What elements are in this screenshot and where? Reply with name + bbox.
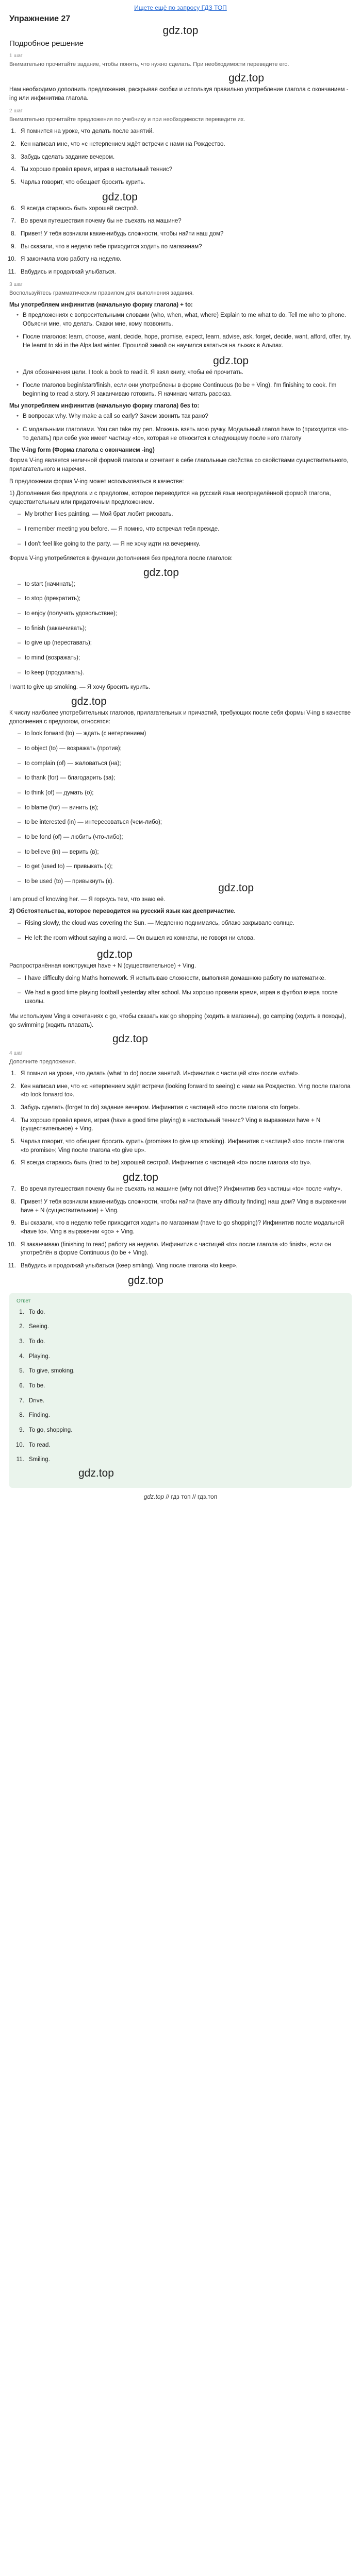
list-item: 6. Я всегда стараюсь быть хорошей сестрой. (18, 205, 352, 213)
answer-item: 4. Playing. (26, 1352, 344, 1361)
inf-to-list (9, 311, 352, 351)
inf-to-heading: Мы употребляем инфинитив (начальную форму глагола) + to: (9, 301, 193, 308)
step-4-list (9, 1070, 352, 1167)
answer-item: 5. To give, smoking. (26, 1367, 344, 1376)
list-item: 4. Ты хорошо провёл время, играя в настольный теннис? (18, 165, 352, 174)
list-item: 10. Я заканчиваю (finishing to read) работу на неделю. Инфинитив с частицей «to» после глагола «to finish», если он употреблён в форме Continuous (to be + Ving). (18, 1241, 352, 1258)
ving-paragraph: К числу наиболее употребительных глаголов, прилагательных и причастий, требующих после себя формы V-ing в качестве дополнения с предлогом, относятся: (9, 709, 351, 725)
list-item: 5. Чарльз говорит, что обещает бросить курить. (18, 178, 352, 187)
answer-item: 10. To read. (26, 1441, 344, 1450)
footer (9, 1493, 352, 1500)
watermark: gdz.top (123, 1172, 158, 1184)
watermark: gdz.top (213, 354, 249, 367)
ving-paragraph: 2) Обстоятельства, которое переводится на русский язык как деепричастие. (9, 908, 236, 914)
list-item: – to finish (заканчивать); (18, 624, 352, 633)
list-item: – to blame (for) — винить (в); (18, 804, 352, 812)
list-item: – He left the room without saying a word. — Он вышел из комнаты, не говоря ни слова. (18, 934, 352, 943)
list-item: 3. Забудь сделать (forget to do) задание вечером. Инфинитив с частицей «to» после глагола «to forget». (18, 1104, 352, 1112)
watermark: gdz.top (78, 1467, 114, 1479)
list-item: – to enjoy (получать удовольствие); (18, 609, 352, 618)
footer-rest: // гдз топ // гдз.топ (166, 1493, 218, 1500)
ving-paragraph: 1) Дополнения без предлога и с предлогом, которое переводится на русский язык неопределённой формой глагола, существительным или придаточным предложением. (9, 490, 331, 506)
list-item: 11. Вабудись и продолжай улыбаться (keep smiling). Ving после глагола «to keep». (18, 1262, 352, 1270)
list-item: 8. Привет! У тебя возникли какие-нибудь сложности, чтобы найти (have any difficulty finding) наш дом? Ving в выражении have + N (существительное) + Ving. (18, 1198, 352, 1215)
list-item: 9. Вы сказали, что в неделю тебе приходится ходить по магазинам? (18, 243, 352, 251)
list-item: 2. Кен написал мне, что «с нетерпением ждёт встречи (looking forward to seeing) с нами на Рождество. Ving после глагола «to look forward to». (18, 1082, 352, 1099)
list-item: 11. Вабудись и продолжай улыбаться. (18, 268, 352, 277)
ving-paragraph: Мы используем Ving в сочетаниях с go, чтобы сказать как go shopping (ходить в магазины), go camping (ходить в походы), go swimming (ходить плавать). (9, 1013, 346, 1028)
answer-item: 11. Smiling. (26, 1455, 344, 1464)
list-item: – to stop (прекратить); (18, 595, 352, 603)
ving-paragraph: Форма V-ing употребляется в функции дополнения без предлога после глаголов: (9, 555, 233, 562)
list-item: – to give up (переставать); (18, 639, 352, 648)
list-item: – to complain (of) — жаловаться (на); (18, 759, 352, 768)
list-item: • После глаголов begin/start/finish, если они употреблены в форме Continuous (to be + Ving). I'm finishing to cook. I'm beginning to read a story. Я заканчиваю готовить. Я начинаю читать рассказ. (17, 381, 352, 399)
step-4-list-cont (9, 1185, 352, 1270)
inf-no-to-list (9, 412, 352, 443)
verbs-list-1 (9, 580, 352, 677)
watermark: gdz.top (97, 948, 133, 961)
answer-item: 8. Finding. (26, 1411, 344, 1420)
watermark: gdz.top (143, 566, 179, 579)
answer-list (17, 1308, 344, 1464)
step-2-label: 2 шаг (9, 108, 23, 114)
list-item: – to be interested (in) — интересоваться (чем-либо); (18, 818, 352, 827)
ving-paragraph: Форма V-ing является неличной формой глагола и сочетает в себе глагольные свойства со свойствами существительного, прилагательного и наречия. (9, 457, 349, 473)
ving-examples (9, 510, 352, 548)
list-item: – I remember meeting you before. — Я помню, что встречал тебя прежде. (18, 525, 352, 534)
answer-item: 6. To be. (26, 1382, 344, 1391)
list-item: • В предложениях с вопросительными словами (who, when, what, where) Explain to me what to do. Tell me who to phone. Объясни мне, что делать. Скажи мне, кому позвонить. (17, 311, 352, 329)
list-item: 5. Чарльз говорит, что обещает бросить курить (promises to give up smoking). Инфинитив с частицей «to» после глагола «to promise»; Ving после глагола «to give up». (18, 1138, 352, 1155)
step-2-intro: Внимательно прочитайте предложения по учебнику и при необходимости переведите их. (9, 116, 245, 123)
inf-to-list-cont (9, 368, 352, 399)
list-item: – We had a good time playing football yesterday after school. Мы хорошо провели время, играя в футбол вчера после школы. (18, 989, 352, 1006)
list-item: 4. Ты хорошо провёл время, играя (have a good time playing) в настольный теннис? Ving в выражении have + N (существительное) + Ving. (18, 1116, 352, 1133)
list-item: 10. Я закончила мою работу на неделю. (18, 255, 352, 264)
list-item: 2. Кен написал мне, что «с нетерпением ждёт встречи с нами на Рождество. (18, 140, 352, 149)
inf-no-to-heading: Мы употребляем инфинитив (начальную форму глагола) без to: (9, 403, 200, 410)
list-item: – to be used (to) — привыкнуть (к). (18, 877, 352, 886)
list-item: – to be fond (of) — любить (что-либо); (18, 833, 352, 842)
list-item: – My brother likes painting. — Мой брат любит рисовать. (18, 510, 352, 519)
exercise-title: Упражнение 27 (9, 14, 71, 23)
step-1-text: Нам необходимо дополнить предложения, раскрывая скобки и используя правильно употребление глагола с окончанием -ing или инфинитива глагола. (9, 86, 349, 102)
list-item: • После глаголов: learn, choose, want, decide, hope, promise, expect, learn, advise, ask, forget, decide, want, afford, offer, try. He learnt to ski in the Alps last winter. Прошлой зимой он научился кататься на лыжах в Альпах. (17, 333, 352, 351)
watermark: gdz.top (228, 72, 264, 84)
list-item: – to think (of) — думать (о); (18, 789, 352, 798)
step-2-list (9, 127, 352, 187)
list-item: • С модальными глаголами. You can take my pen. Можешь взять мою ручку. Модальный глагол have to (приходится что-то делать) при себе уже имеет частицу «to», которая не относится к следующему после него глаголу (17, 426, 352, 444)
solution-title: Подробное решение (9, 39, 84, 48)
list-item: 7. Во время путешествия почему бы не съехать на машине (why not drive)? Инфинитив без частицы «to» после «why». (18, 1185, 352, 1194)
watermark: gdz.top (102, 191, 138, 203)
list-item: 8. Привет! У тебя возникли какие-нибудь сложности, чтобы найти наш дом? (18, 230, 352, 239)
list-item: – I don't feel like going to the party. — Я не хочу идти на вечеринку. (18, 540, 352, 549)
ving-heading: The V-ing form (Форма глагола с окончанием -ing) (9, 447, 155, 454)
step-3-label: 3 шаг (9, 281, 23, 287)
list-item: 1. Я помнится на уроке, что делать после занятий. (18, 127, 352, 136)
construction-list (9, 974, 352, 1006)
list-item: – to thank (for) — благодарить (за); (18, 774, 352, 783)
list-item: • В вопросах why. Why make a call so early? Зачем звонить так рано? (17, 412, 352, 421)
construction-heading: Распространённая конструкция have + N (существительное) + Ving. (9, 963, 196, 970)
step-2-list-cont (9, 205, 352, 277)
answer-item: 9. To go, shopping. (26, 1426, 344, 1435)
answer-box (9, 1293, 352, 1488)
list-item: – to get (used to) — привыкать (к); (18, 862, 352, 871)
answer-item: 7. Drive. (26, 1397, 344, 1405)
list-item: – to mind (возражать); (18, 654, 352, 663)
step-4-intro: Дополните предложения. (9, 1059, 76, 1065)
list-item: 7. Во время путешествия почему бы не съехать на машине? (18, 217, 352, 226)
answer-label: Ответ (17, 1298, 31, 1304)
step-1-intro: Внимательно прочитайте задание, чтобы понять, что нужно сделать. При необходимости переведите его. (9, 61, 289, 67)
verbs-list-2 (9, 730, 352, 886)
watermark: gdz.top (218, 882, 254, 894)
list-item: – Rising slowly, the cloud was covering the Sun. — Медленно поднимаясь, облако закрывало солнце. (18, 919, 352, 928)
footer-site: gdz.top (143, 1493, 165, 1500)
step-1-label: 1 шаг (9, 53, 23, 59)
answer-item: 2. Seeing. (26, 1323, 344, 1331)
watermark: gdz.top (128, 1274, 163, 1286)
ving-paragraph: В предложении форма V-ing может использоваться в качестве: (9, 478, 184, 485)
list-item: • Для обозначения цели. I took a book to read it. Я взял книгу, чтобы её прочитать. (17, 368, 352, 377)
answer-item: 3. To do. (26, 1337, 344, 1346)
step-3-intro: Воспользуйтесь грамматическим правилом для выполнения задания. (9, 290, 194, 296)
watermark: gdz.top (162, 25, 199, 37)
example-proud: I am proud of knowing her. — Я горжусь тем, что знаю её. (9, 896, 166, 903)
watermark: gdz.top (71, 695, 107, 707)
list-item: – to object (to) — возражать (против); (18, 744, 352, 753)
list-item: – to start (начинать); (18, 580, 352, 589)
list-item: – to keep (продолжать). (18, 669, 352, 677)
list-item: – to look forward (to) — ждать (с нетерпением) (18, 730, 352, 738)
list-item: – I have difficulty doing Maths homework. Я испытываю сложности, выполняя домашнюю работу по математике. (18, 974, 352, 983)
search-more-link[interactable]: Ищете ещё по запросу ГДЗ ТОП (134, 4, 227, 11)
list-item: 1. Я помнил на уроке, что делать (what to do) после занятий. Инфинитив с частицей «to» после «what». (18, 1070, 352, 1078)
list-item: 9. Вы сказали, что в неделю тебе приходится ходить по магазинам (have to go shopping)? Инфинитив после модальной «have to». Ving в выражении «go» + Ving. (18, 1219, 352, 1236)
watermark: gdz.top (112, 1033, 148, 1045)
step-4-label: 4 шаг (9, 1050, 23, 1057)
ving-examples-2 (9, 919, 352, 942)
list-item: 3. Забудь сделать задание вечером. (18, 153, 352, 162)
answer-item: 1. To do. (26, 1308, 344, 1317)
example-smoking: I want to give up smoking. — Я хочу бросить курить. (9, 684, 151, 691)
list-item: – to believe (in) — верить (в); (18, 848, 352, 857)
list-item: 6. Я всегда стараюсь быть (tried to be) хорошей сестрой. Инфинитив с частицей «to» после глагола «to try». (18, 1159, 352, 1167)
